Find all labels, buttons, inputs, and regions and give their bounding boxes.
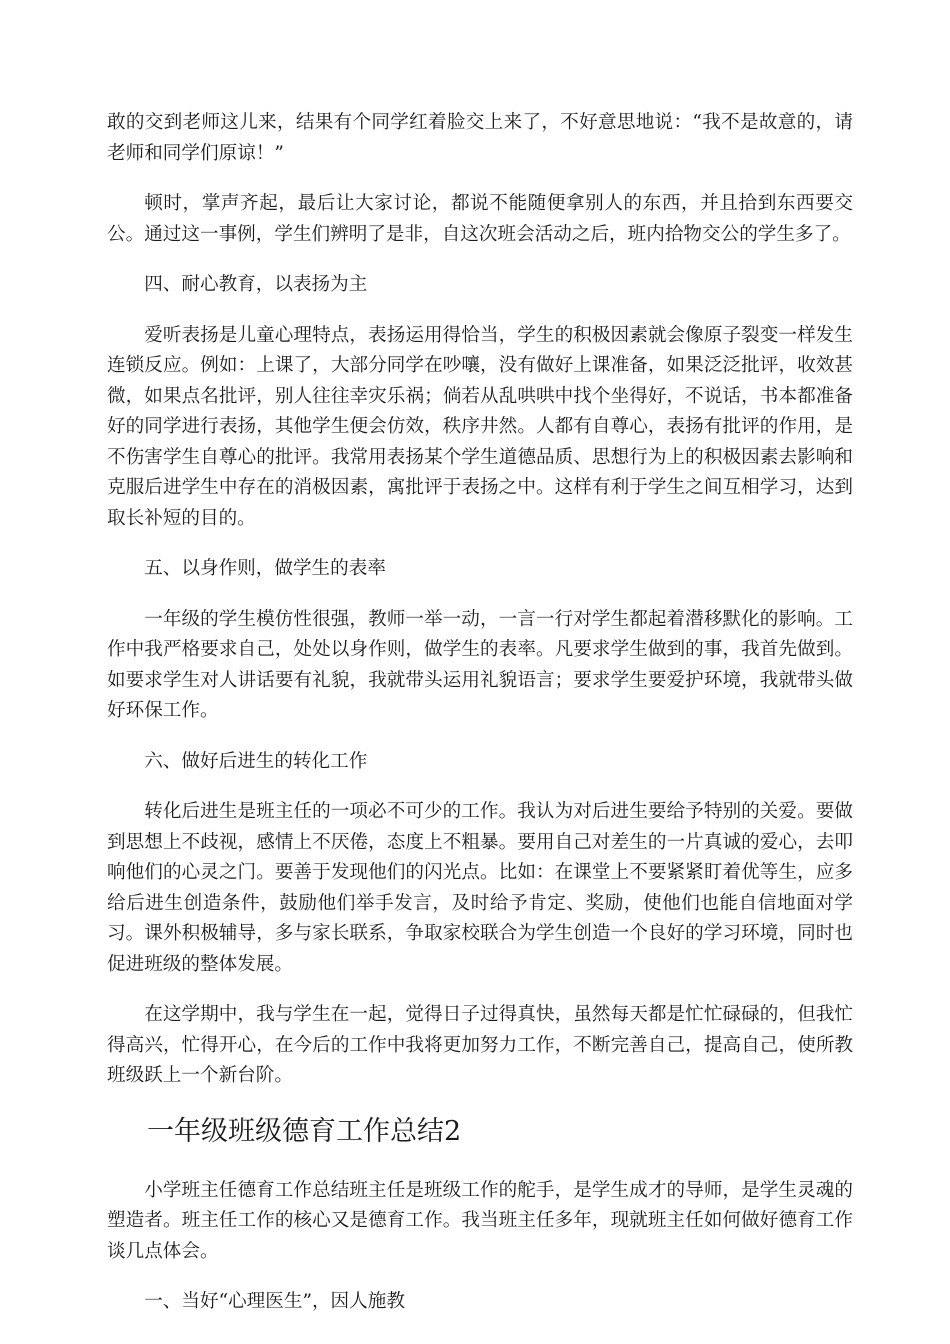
paragraph-continuation: 敢的交到老师这儿来，结果有个同学红着脸交上来了，不好意思地说：“我不是故意的，请老师和同学们原谅！”	[107, 112, 853, 164]
heading-section-1-part-2: 一、当好“心理医生”，因人施教	[144, 1291, 405, 1312]
paragraph-role-model: 一年级的学生模仿性很强，教师一举一动，一言一行对学生都起着潜移默化的影响。工作中我严格要求自己，处处以身作则，做学生的表率。凡要求学生做到的事，我首先做到。如要求学生对人讲话要有礼貌，我就带头运用礼貌语言；要求学生要爱护环境，我就带头做好环保工作。	[107, 608, 853, 721]
heading-section-6: 六、做好后进生的转化工作	[144, 750, 368, 772]
paragraph-discussion: 顿时，掌声齐起，最后让大家讨论，都说不能随便拿别人的东西，并且拾到东西要交公。通过这一事例，学生们辨明了是非，自这次班会活动之后，班内拾物交公的学生多了。	[107, 193, 853, 245]
paragraph-conclusion: 在这学期中，我与学生在一起，觉得日子过得真快，虽然每天都是忙忙碌碌的，但我忙得高兴，忙得开心，在今后的工作中我将更加努力工作，不断完善自己，提高自己，使所教班级跃上一个新台阶。	[107, 1004, 853, 1086]
heading-section-5: 五、以身作则，做学生的表率	[144, 558, 386, 579]
paragraph-underachievers: 转化后进生是班主任的一项必不可少的工作。我认为对后进生要给予特别的关爱。要做到思想上不歧视，感情上不厌倦，态度上不粗暴。要用自己对差生的一片真诚的爱心，去叩响他们的心灵之门。要善于发现他们的闪光点。比如：在课堂上不要紧紧盯着优等生，应多给后进生创造条件，鼓励他们举手发言，及时给予肯定、奖励，使他们也能自信地面对学习。课外积极辅导，多与家长联系，争取家校联合为学生创造一个良好的学习环境，同时也促进班级的整体发展。	[107, 801, 853, 975]
paragraph-praise: 爱听表扬是儿童心理特点，表扬运用得恰当，学生的积极因素就会像原子裂变一样发生连锁反应。例如：上课了，大部分同学在吵嚷，没有做好上课准备，如果泛泛批评，收效甚微，如果点名批评，别人往往幸灾乐祸；倘若从乱哄哄中找个坐得好，不说话，书本都准备好的同学进行表扬，其他学生便会仿效，秩序井然。人都有自尊心，表扬有批评的作用，是不伤害学生自尊心的批评。我常用表扬某个学生道德品质、思想行为上的积极因素去影响和克服后进学生中存在的消极因素，寓批评于表扬之中。这样有利于学生之间互相学习，达到取长补短的目的。	[107, 324, 853, 529]
document-page	[107, 108, 853, 1338]
section-title-2: 一年级班级德育工作总结2	[147, 1115, 462, 1147]
heading-section-4: 四、耐心教育，以表扬为主	[144, 274, 368, 295]
paragraph-intro-2: 小学班主任德育工作总结班主任是班级工作的舵手，是学生成才的导师，是学生灵魂的塑造者。班主任工作的核心又是德育工作。我当班主任多年，现就班主任如何做好德育工作谈几点体会。	[107, 1179, 853, 1262]
